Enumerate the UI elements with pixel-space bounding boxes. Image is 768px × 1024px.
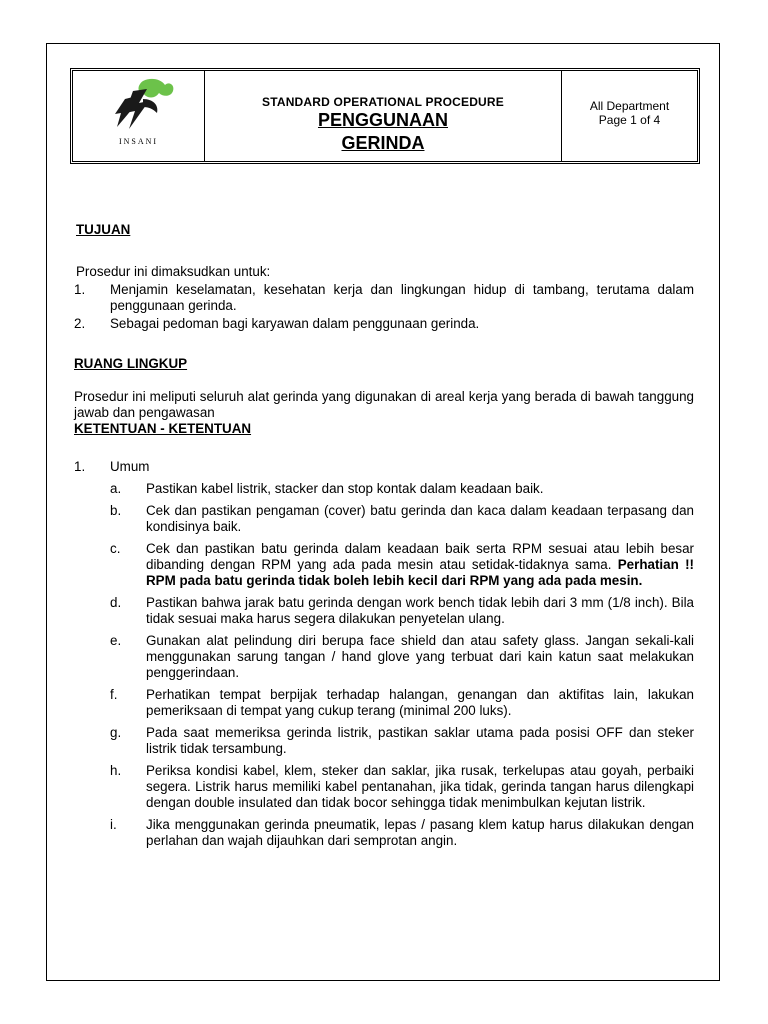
title-cell xyxy=(205,71,562,161)
doc-title xyxy=(205,109,561,155)
list-item: h. Periksa kondisi kabel, klem, steker dan saklar, jika rusak, terkelupas atau goyah, perbaiki segera. Listrik harus memiliki kabel pentanahan, jika tidak, gerinda tangan harus dilengkapi dengan double insulated dan tidak bocor sehingga tidak menimbulkan kejutan listrik. xyxy=(110,763,694,810)
tujuan-item: 2. Sebagai pedoman bagi karyawan dalam penggunaan gerinda. xyxy=(74,316,480,331)
meta-cell xyxy=(562,71,697,161)
list-item: c. Cek dan pastikan batu gerinda dalam keadaan baik serta RPM sesuai atau lebih besar dibanding dengan RPM yang ada pada mesin atau setidak-tidaknya sama. Perhatian !! RPM pada batu gerinda tidak boleh lebih kecil dari RPM yang ada pada mesin. xyxy=(110,541,694,588)
list-item: b. Cek dan pastikan pengaman (cover) batu gerinda dan kaca dalam keadaan terpasang dan kondisinya baik. xyxy=(110,503,694,534)
logo-text: INSANI xyxy=(118,137,159,146)
ruang-lingkup-text: Prosedur ini meliputi seluruh alat gerinda yang digunakan di areal kerja yang berada di bawah tanggung jawab dan pengawasan xyxy=(74,389,694,420)
list-item: f. Perhatikan tempat berpijak terhadap halangan, genangan dan aktifitas lain, lakukan pemeriksaan di tempat yang cukup terang (minimal 200 luks). xyxy=(110,687,694,718)
tujuan-item: 1. Menjamin keselamatan, kesehatan kerja dan lingkungan hidup di tambang, terutama dalam penggunaan gerinda. xyxy=(74,282,694,313)
document-body xyxy=(74,222,694,849)
list-item: a. Pastikan kabel listrik, stacker dan stop kontak dalam keadaan baik. xyxy=(110,481,544,496)
insani-logo-icon xyxy=(103,77,175,139)
list-item: g. Pada saat memeriksa gerinda listrik, pastikan saklar utama pada posisi OFF dan steker listrik tidak tersambung. xyxy=(110,725,694,756)
tujuan-intro: Prosedur ini dimaksudkan untuk: xyxy=(76,264,271,279)
document-header xyxy=(70,68,700,164)
doc-title-line2: GERINDA xyxy=(341,133,425,153)
tujuan-heading: TUJUAN xyxy=(76,222,131,237)
sop-label: STANDARD OPERATIONAL PROCEDURE xyxy=(261,95,504,109)
logo-cell xyxy=(73,71,205,161)
warning-text: Perhatian !! RPM pada batu gerinda tidak boleh lebih kecil dari RPM yang ada pada mesin. xyxy=(146,557,694,588)
ruang-lingkup-heading: RUANG LINGKUP xyxy=(74,356,188,371)
page-info: Page 1 of 4 xyxy=(598,113,661,127)
list-item: i. Jika menggunakan gerinda pneumatik, lepas / pasang klem katup harus dilakukan dengan perlahan dan wajah dijauhkan dari semprotan angin. xyxy=(110,817,694,848)
doc-title-line1: PENGGUNAAN xyxy=(317,110,448,130)
ketentuan-heading: KETENTUAN - KETENTUAN xyxy=(74,421,252,436)
list-item: e. Gunakan alat pelindung diri berupa face shield dan atau safety glass. Jangan sekali-kali menggunakan sarung tangan / hand glove yang terbuat dari kain katun saat melakukan penggerindaan. xyxy=(110,633,694,680)
ketentuan-section: 1. Umum xyxy=(74,459,150,474)
department: All Department xyxy=(589,99,670,113)
list-item: d. Pastikan bahwa jarak batu gerinda dengan work bench tidak lebih dari 3 mm (1/8 inch). Bila tidak sesuai maka harus segera dilakukan penyetelan ulang. xyxy=(110,595,694,626)
